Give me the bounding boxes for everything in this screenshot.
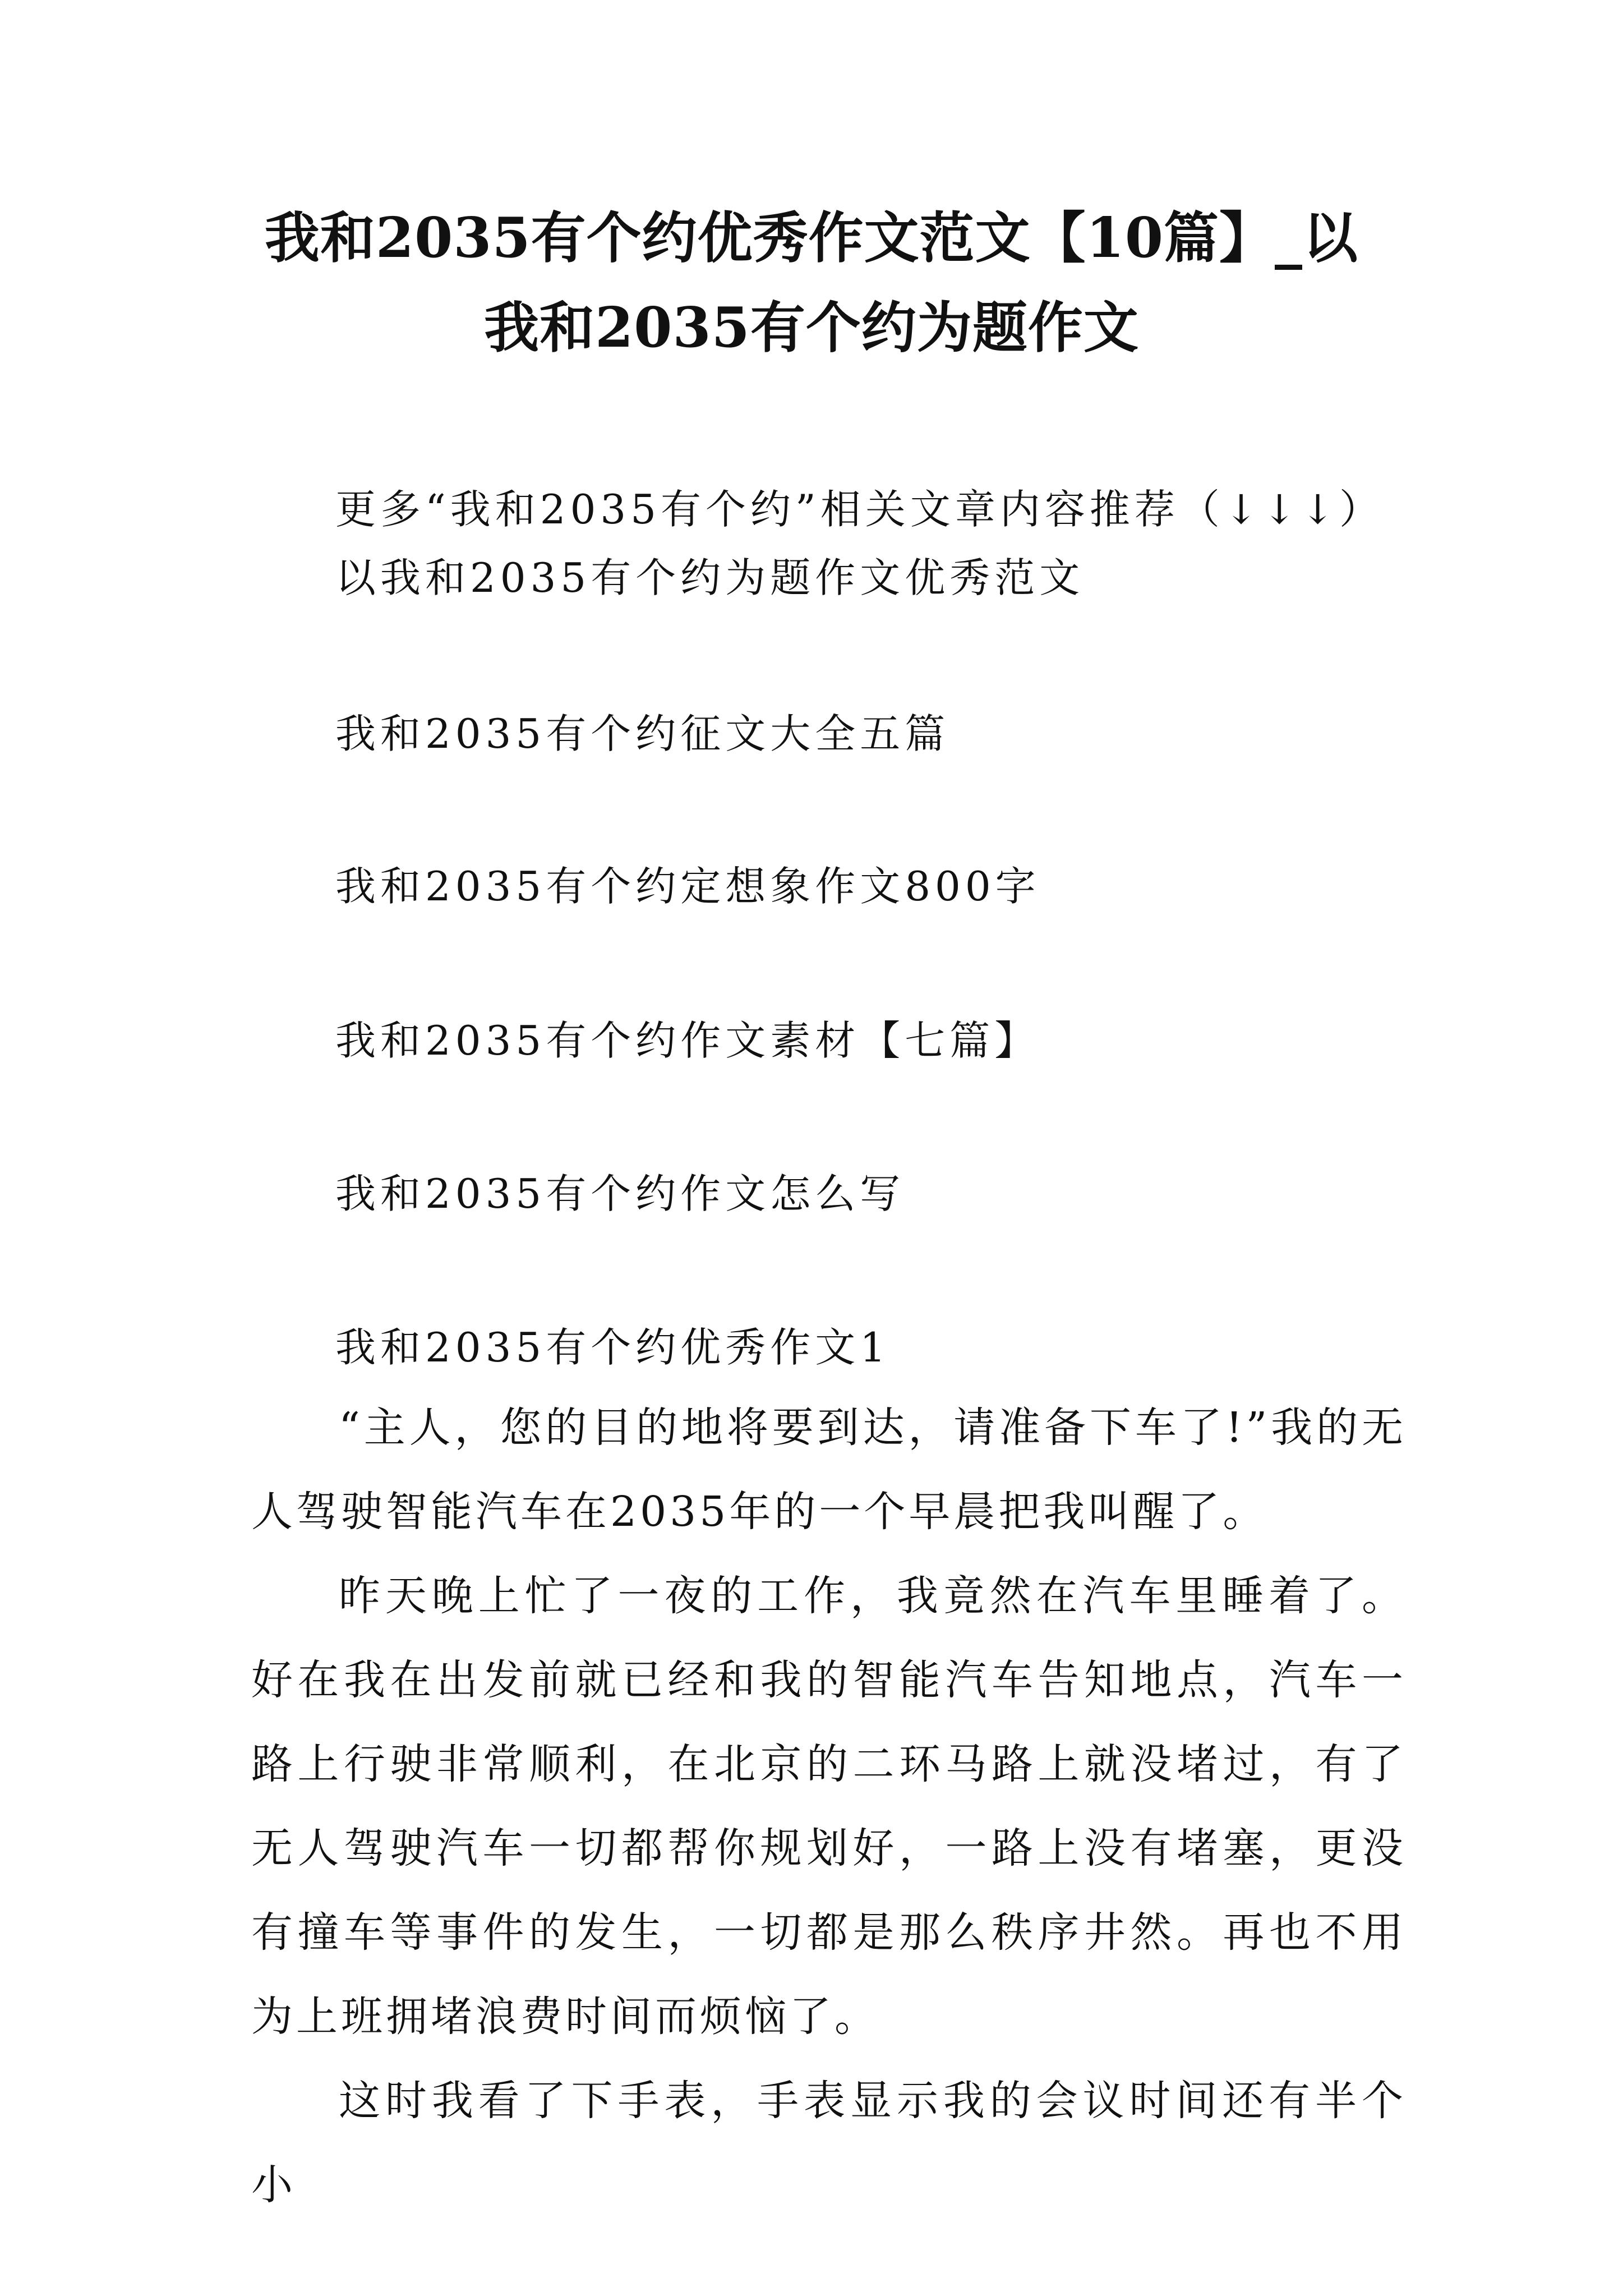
related-article-link[interactable]: 我和2035有个约作文怎么写 [335, 1170, 905, 1217]
essay-paragraph: 昨天晚上忙了一夜的工作，我竟然在汽车里睡着了。好在我在出发前就已经和我的智能汽车告知地点，汽车一路上行驶非常顺利，在北京的二环马路上就没堵过，有了无人驾驶汽车一切都帮你规划好，一路上没有堵塞，更没有撞车等事件的发生，一切都是那么秩序井然。再也不用为上班拥堵浪费时间而烦恼了。 [251, 1572, 1407, 2041]
related-article-link[interactable]: 我和2035有个约征文大全五篇 [335, 710, 950, 757]
essay-paragraph: “主人，您的目的地将要到达，请准备下车了!”我的无人驾驶智能汽车在2035年的一个早晨把我叫醒了。 [251, 1404, 1407, 1536]
related-article-link[interactable]: 我和2035有个约定想象作文800字 [335, 863, 1040, 910]
title-line-2: 我和2035有个约为题作文 [484, 296, 1139, 360]
document-title [213, 194, 1410, 373]
essay-paragraph: 这时我看了下手表，手表显示我的会议时间还有半个小 [251, 2077, 1407, 2209]
title-line-1: 我和2035有个约优秀作文范文【10篇】_以 [264, 206, 1359, 270]
essay-heading: 我和2035有个约优秀作文1 [335, 1324, 891, 1371]
related-article-link[interactable]: 我和2035有个约作文素材【七篇】 [335, 1017, 1040, 1064]
related-article-link[interactable]: 以我和2035有个约为题作文优秀范文 [335, 554, 1085, 601]
related-articles-intro: 更多“我和2035有个约”相关文章内容推荐（↓↓↓） [335, 486, 1384, 533]
essay-body [251, 1386, 1407, 2227]
